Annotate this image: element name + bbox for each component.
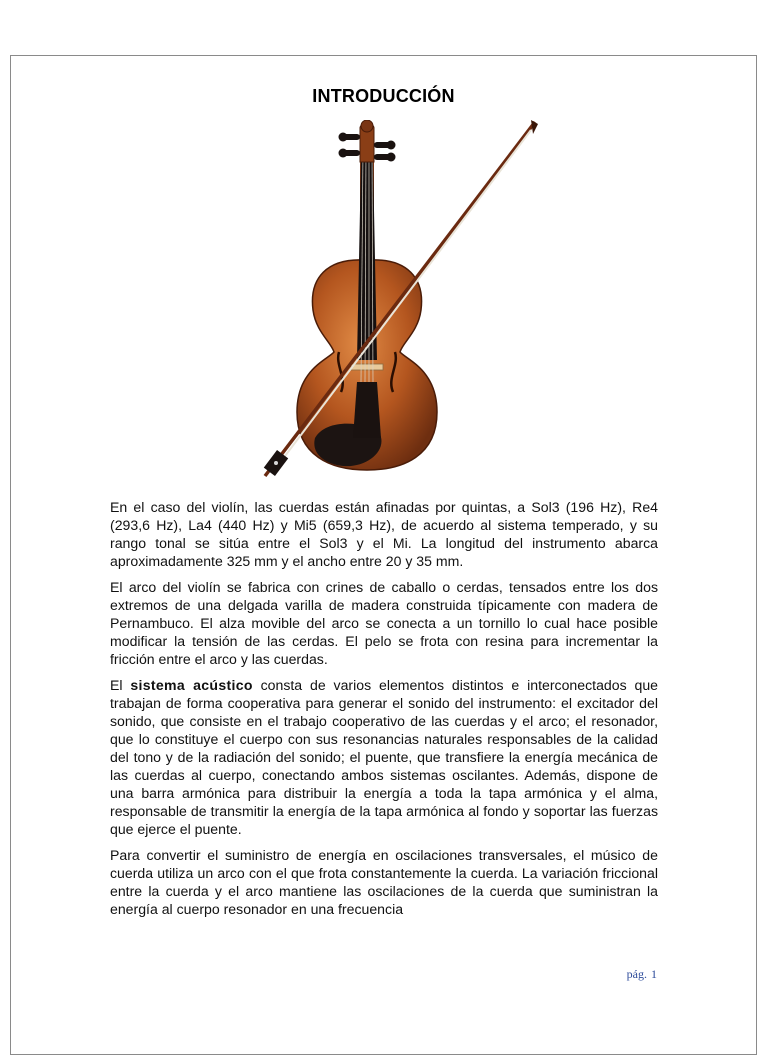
- paragraph-string-tuning: En el caso del violín, las cuerdas están afinadas por quintas, a Sol3 (196 Hz), Re4 (293,6 Hz), La4 (440 Hz) y Mi5 (659,3 Hz), de acuerdo al sistema temperado, y su rango tonal se sitúa entre el Sol3 y el Mi. La longitud del instrumento abarca aproximadamente 325 mm y el ancho entre 20 y 35 mm.: [110, 499, 658, 569]
- body-text: [110, 498, 658, 926]
- paragraph-energy-conversion: Para convertir el suministro de energía en oscilaciones transversales, el músico de cuerda utiliza un arco con el que frota constantemente la cuerda. La variación friccional entre la cuerda y el arco mantiene las oscilaciones de la cuerda que suministran la energía al cuerpo resonador en una frecuencia: [110, 847, 658, 917]
- page-number-label: pág.: [626, 967, 647, 981]
- document-page: [10, 55, 757, 1055]
- page-title: INTRODUCCIÓN: [312, 86, 455, 106]
- page-number: [627, 967, 657, 982]
- bold-term-acoustic-system: sistema acústico: [130, 677, 253, 693]
- paragraph-acoustic-rest: consta de varios elementos distintos e interconectados que trabajan de forma cooperativa para generar el sonido del instrumento: el excitador del sonido, que consiste en el trabajo cooperativo de las cuerdas y el arco; el resonador, que lo constituye el cuerpo con sus resonancias naturales responsables de la calidad del tono y de la radiación del sonido; el puente, que transfiere la energía mecánica de las cuerdas al cuerpo, conectando ambos sistemas oscilantes. Además, dispone de una barra armónica para distribuir la energía a toda la tapa armónica y el alma, responsable de transmitir la energía de la tapa armónica al fondo y soportar las fuerzas que ejerce el puente.: [110, 677, 659, 837]
- page-number-value: 1: [651, 967, 657, 981]
- paragraph-bow: El arco del violín se fabrica con crines de caballo o cerdas, tensados entre los dos extremos de una delgada varilla de madera construida típicamente con madera de Pernambuco. El alza movible del arco se conecta a un tornillo lo cual hace posible modificar la tensión de las cerdas. El pelo se frota con resina para incrementar la fricción entre el arco y las cuerdas.: [110, 579, 658, 667]
- violin-image: [239, 120, 539, 490]
- paragraph-acoustic-start: El: [110, 677, 131, 693]
- paragraph-acoustic-system: [110, 676, 658, 838]
